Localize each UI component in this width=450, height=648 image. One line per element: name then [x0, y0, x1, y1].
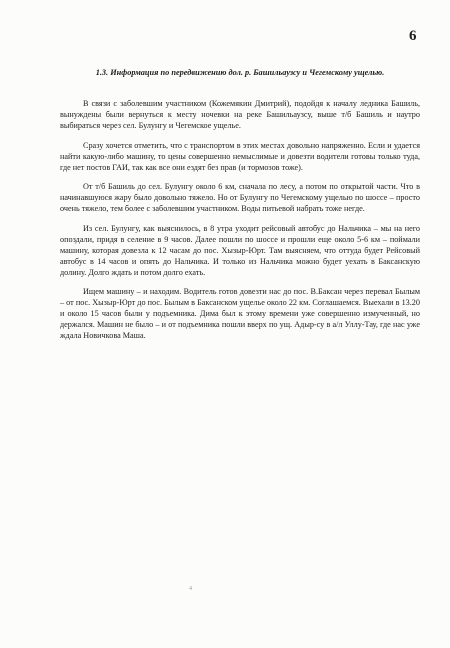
paragraph: В связи с заболевшим участником (Кожемякин Дмитрий), подойдя к началу ледника Башиль, вынуждены были вернуться к месту ночевки на реке Башильаузсу, выше т/б Башиль и наутро выбираться через сел. Булунгу и Чегемское ущелье. [60, 99, 420, 130]
page-number: 6 [409, 28, 417, 44]
body-text [60, 98, 420, 350]
paragraph: Ищем машину – и находим. Водитель готов довезти нас до пос. В.Баксан через перевал Былым – от пос. Хызыр-Юрт до пос. Былым в Баксанском ущелье около 22 км. Соглашаемся. Выехали в 13.20 и около 15 часов были у подъемника. Дима был к этому времени уже совершенно измученный, но держался. Машин не было – и от подъемника пошли вверх по ущ. Адыр-су в а/л Уллу-Тау, где нас уже ждала Новичкова Маша. [60, 287, 420, 340]
section-heading: 1.3. Информация по передвижению дол. р. Башильаузсу и Чегемскому ущелью. [95, 68, 385, 77]
paragraph: От т/б Башиль до сел. Булунгу около 6 км, сначала по лесу, а потом по открытой части. Что в начинавшуюся жару было довольно тяжело. Но от Булунгу по Чегемскому ущелью по шоссе – просто очень тяжело, тем более с заболевшим участником. Воды питьевой набрать тоже негде. [60, 182, 420, 213]
paragraph: Из сел. Булунгу, как выяснилось, в 8 утра уходит рейсовый автобус до Нальчика – мы на него опоздали, придя в селение в 9 часов. Далее пошли по шоссе и прошли еще около 5-6 км – поймали машину, которая довезла к 12 часам до пос. Хызыр-Юрт. Там выясняем, что оттуда будет Рейсовый автобус в 14 часов и опять до Нальчика. И только из Нальчика можно будет уехать в Баксанскую долину. Долго ждать и потом долго ехать. [60, 223, 420, 277]
paragraph: Сразу хочется отметить, что с транспортом в этих местах довольно напряженно. Если и удается найти какую-либо машину, то цены совершенно немыслимые и довезти водители готовы только туда, где нет постов ГАИ, так как все они ездят без прав (и тормозов тоже). [60, 140, 420, 172]
footer-mark: 4 [189, 586, 192, 592]
